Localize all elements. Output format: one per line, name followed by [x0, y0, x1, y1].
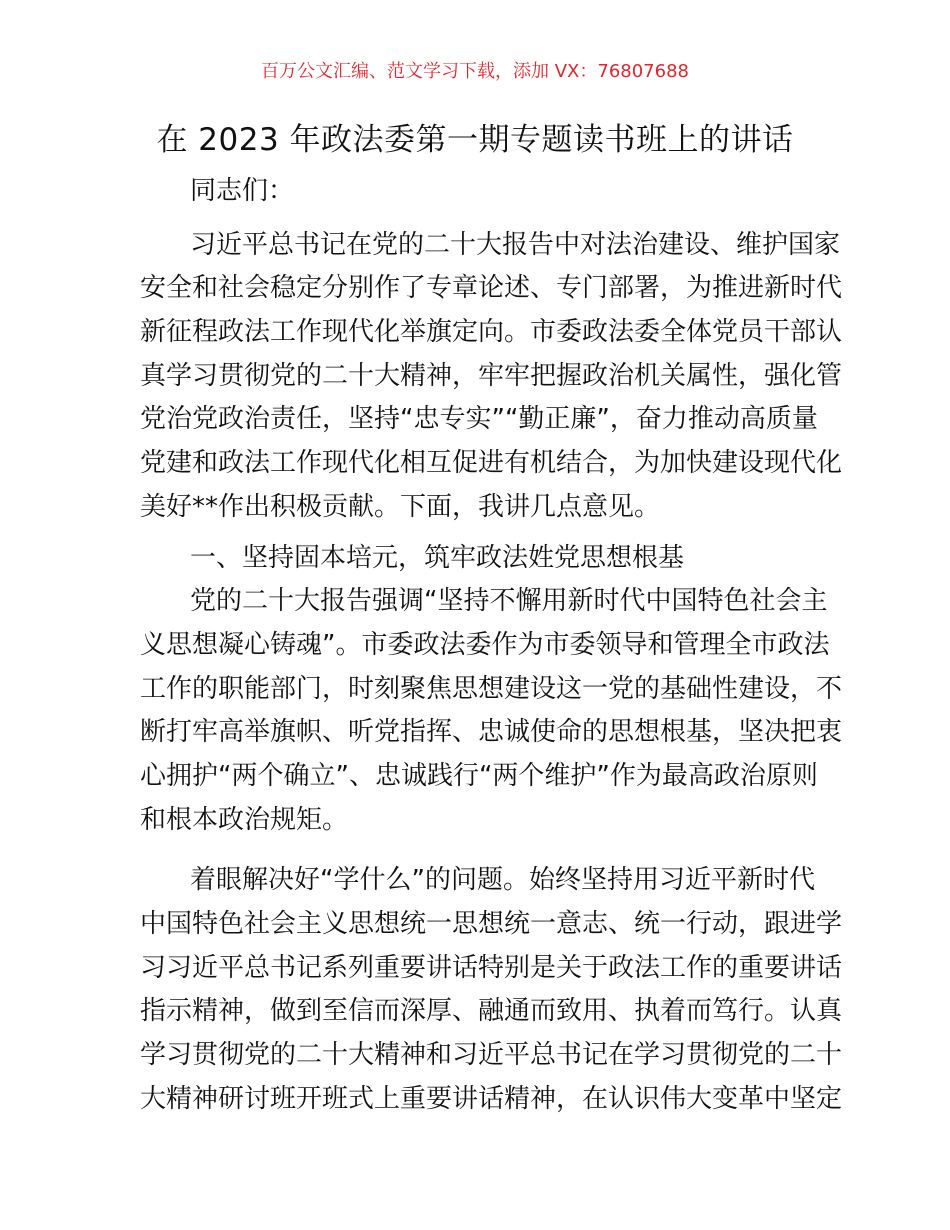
text-line: 新征程政法工作现代化举旗定向。市委政法委全体党员干部认	[140, 317, 843, 348]
text-line: 习近平总书记在党的二十大报告中对法治建设、维护国家	[190, 229, 841, 260]
text-line: 工作的职能部门，时刻聚焦思想建设这一党的基础性建设，不	[140, 673, 843, 704]
text-line: 心拥护“两个确立”、忠诚践行“两个维护”作为最高政治原则	[140, 760, 818, 791]
text-line: 大精神研讨班开班式上重要讲话精神，在认识伟大变革中坚定	[140, 1083, 843, 1114]
watermark-banner: 百万公文汇编、范文学习下载，添加 VX：76807688	[261, 61, 689, 82]
document-body	[140, 170, 843, 1121]
text-line: 党治党政治责任，坚持“忠专实”“勤正廉”，奋力推动高质量	[140, 404, 818, 435]
document-title: 在 2023 年政法委第一期专题读书班上的讲话	[156, 122, 794, 158]
text-line: 美好**作出积极贡献。下面，我讲几点意见。	[140, 491, 661, 522]
greeting	[140, 170, 812, 214]
section-heading	[140, 537, 812, 581]
text-line: 学习贯彻党的二十大精神和习近平总书记在学习贯彻党的二十	[140, 1040, 843, 1071]
paragraph	[140, 580, 843, 842]
text-line: 党的二十大报告强调“坚持不懈用新时代中国特色社会主	[190, 586, 828, 617]
text-line: 指示精神，做到至信而深厚、融通而致用、执着而笃行。认真	[140, 996, 843, 1027]
text-line: 中国特色社会主义思想统一思想统一意志、统一行动，跟进学	[140, 909, 843, 939]
text-line: 习习近平总书记系列重要讲话特别是关于政法工作的重要讲话	[140, 952, 843, 983]
paragraph	[140, 224, 843, 530]
text-line: 同志们：	[190, 176, 295, 206]
text-line: 和根本政治规矩。	[140, 804, 349, 835]
text-line: 断打牢高举旗帜、听党指挥、忠诚使命的思想根基，坚决把衷	[140, 717, 843, 748]
text-line: 着眼解决好“学什么”的问题。始终坚持用习近平新时代	[190, 865, 815, 896]
paragraph	[140, 859, 843, 1121]
text-line: 党建和政法工作现代化相互促进有机结合，为加快建设现代化	[140, 448, 843, 479]
text-line: 真学习贯彻党的二十大精神，牢牢把握政治机关属性，强化管	[140, 360, 843, 391]
text-line: 义思想凝心铸魂”。市委政法委作为市委领导和管理全市政法	[140, 629, 830, 660]
text-line: 安全和社会稳定分别作了专章论述、专门部署，为推进新时代	[140, 273, 843, 304]
text-line: 一、坚持固本培元，筑牢政法姓党思想根基	[190, 542, 685, 573]
